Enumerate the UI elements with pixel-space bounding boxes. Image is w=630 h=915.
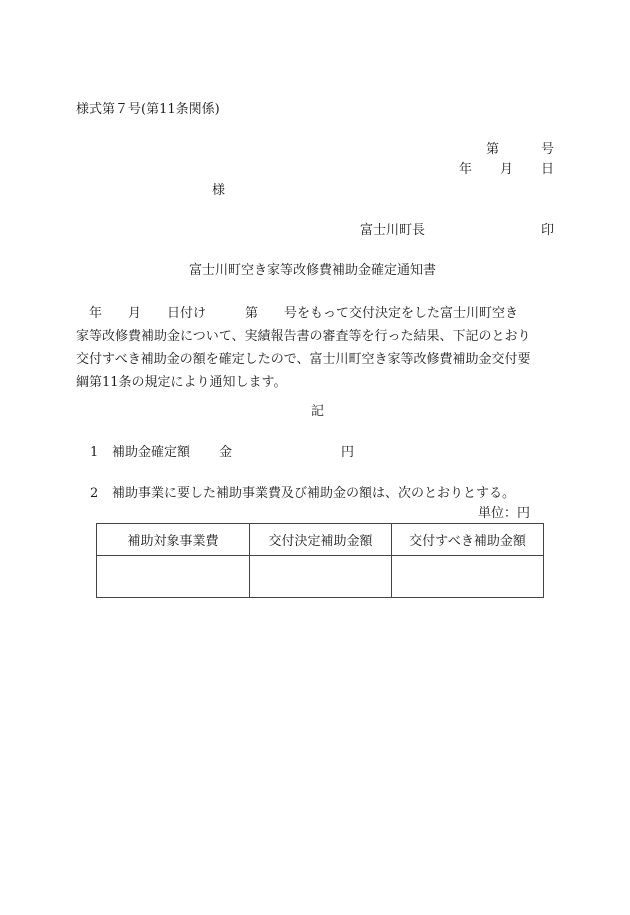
amounts-table [96,523,544,598]
issuer-name: 富士川町長 [360,223,426,238]
issuer-seal: 印 [541,223,555,238]
header-cell: 交付すべき補助金額 [392,524,544,556]
header-cell: 交付決定補助金額 [250,524,392,556]
item1-label: 補助金確定額 [112,445,191,460]
body-line: 綱第11条の規定により通知します。 [76,375,287,390]
item1-number: 1 [90,445,99,460]
table-cell [97,556,250,598]
table-row [97,556,544,598]
table-header-row [97,524,544,556]
table-cell [250,556,392,598]
date-month: 月 [500,162,514,177]
doc-number-dai: 第 [486,142,500,157]
date-day: 日 [541,162,555,177]
item1-yen: 円 [341,445,355,460]
item1-kin: 金 [219,445,233,460]
header-cell: 補助対象事業費 [97,524,250,556]
body-line: 家等改修費補助金について、実績報告書の審査等を行った結果、下記のとおり [76,329,531,344]
table-cell [392,556,544,598]
item2-text: 補助事業に要した補助事業費及び補助金の額は、次のとおりとする。 [112,486,516,501]
addressee-sama: 様 [212,183,226,198]
ki-heading: 記 [311,404,325,419]
unit-label: 単位：円 [478,506,531,521]
document-title: 富士川町空き家等改修費補助金確定通知書 [189,263,437,278]
date-year: 年 [459,162,473,177]
form-label: 様式第７号(第11条関係) [76,102,220,117]
item2-number: 2 [90,486,99,501]
body-line: 年 月 日付け 第 号をもって交付決定をした富士川町空き [76,306,519,321]
doc-number-go: 号 [541,142,555,157]
body-paragraph [76,302,558,394]
body-line: 交付すべき補助金の額を確定したので、富士川町空き家等改修費補助金交付要 [76,352,531,367]
